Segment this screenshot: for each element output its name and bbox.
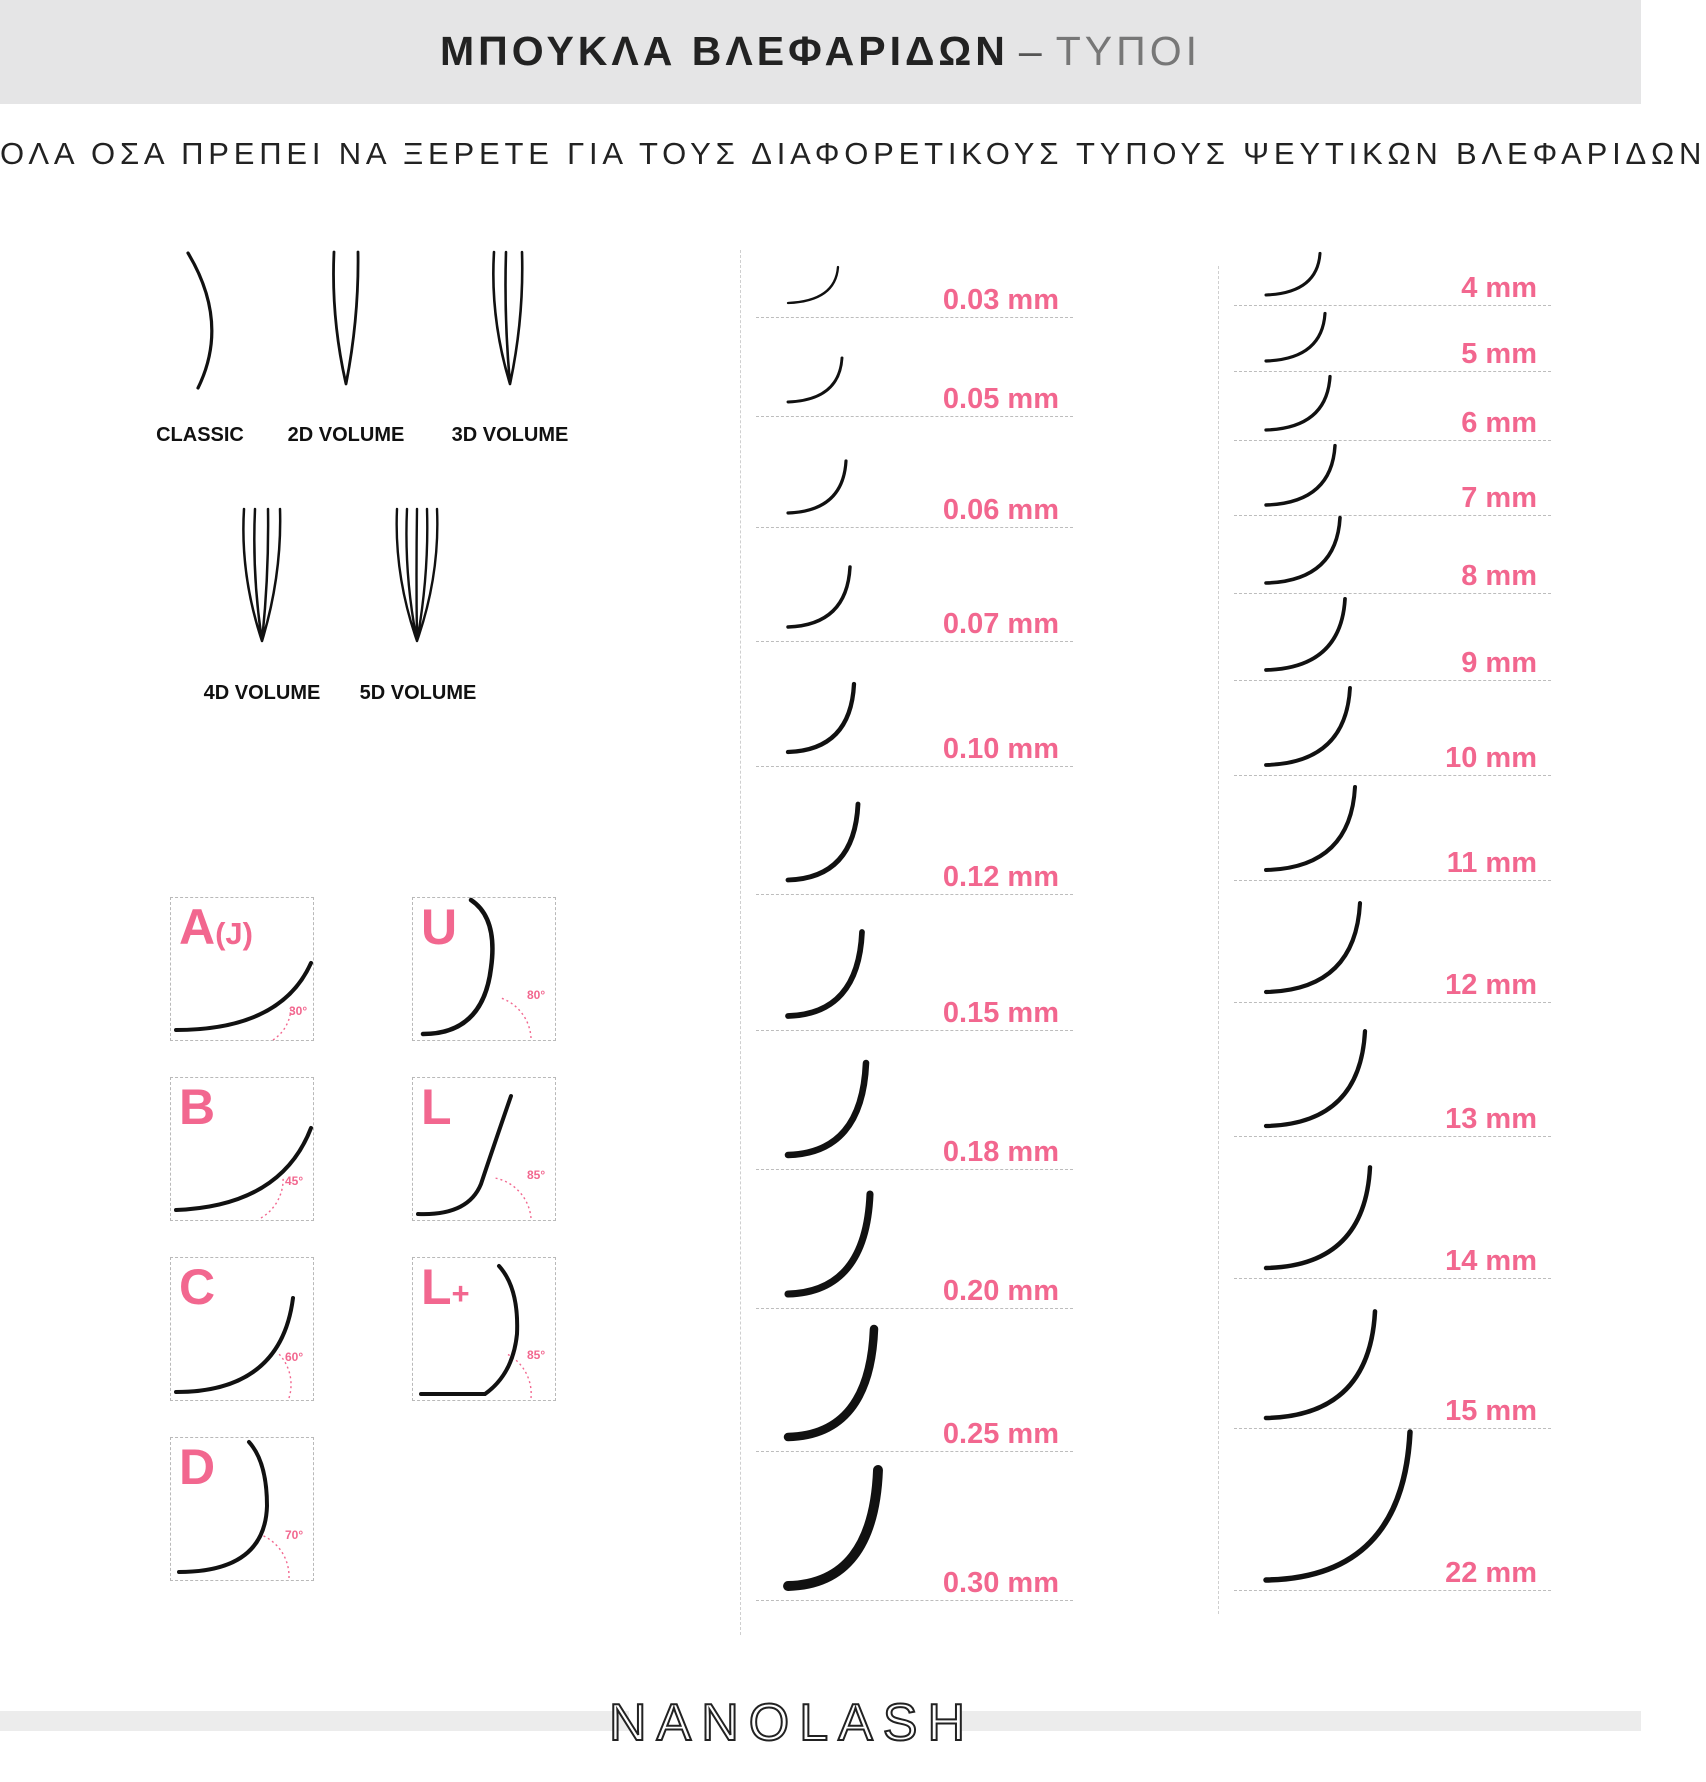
- length-row: [1234, 1032, 1551, 1137]
- lash-type-label-2d: 2D VOLUME: [287, 424, 405, 446]
- length-row: [1234, 908, 1551, 1003]
- thickness-label: 0.30 mm: [942, 1567, 1059, 1599]
- curl-card-a: [170, 897, 314, 1041]
- length-lash-icon: [1266, 599, 1345, 670]
- thickness-row: [756, 925, 1073, 1031]
- thickness-row: [756, 250, 1073, 318]
- thickness-lash-icon: [788, 1063, 866, 1155]
- curl-angle-c: 60°: [285, 1350, 304, 1364]
- page-title: [0, 28, 1641, 75]
- nanolash-logo-text: NANOLASH: [608, 1694, 976, 1752]
- length-lash-icon: [1266, 1432, 1410, 1580]
- length-row: [1234, 258, 1551, 306]
- length-lash-icon: [1266, 1167, 1370, 1268]
- page-subtitle: ΟΛΑ ΟΣΑ ΠΡΕΠΕΙ ΝΑ ΞΕΡΕΤΕ ΓΙΑ ΤΟΥΣ ΔΙΑΦΟΡΕΤΙΚΟΥΣ ΤΥΠΟΥΣ ΨΕΥΤΙΚΩΝ ΒΛΕΦΑΡΙΔΩΝ: [0, 136, 1706, 171]
- thickness-row: [756, 1338, 1073, 1452]
- length-label: 13 mm: [1445, 1103, 1537, 1135]
- header-bar: [0, 0, 1641, 104]
- curl-card-l: [412, 1077, 556, 1221]
- length-row: [1234, 803, 1551, 881]
- curl-card-c: [170, 1257, 314, 1401]
- thickness-lash-icon: [788, 804, 858, 880]
- length-lash-icon: [1266, 787, 1355, 870]
- lash-type-label-classic: CLASSIC: [156, 424, 244, 446]
- curl-letter-c: C: [179, 1259, 216, 1315]
- length-lash-icon: [1266, 446, 1335, 505]
- length-row: [1234, 1170, 1551, 1279]
- length-label: 9 mm: [1461, 647, 1537, 679]
- classic-lash-icon: [170, 248, 240, 393]
- thickness-row: [756, 1199, 1073, 1309]
- length-label: 12 mm: [1445, 969, 1537, 1001]
- thickness-lash-icon: [788, 461, 846, 513]
- curl-card-l-plus: [412, 1257, 556, 1401]
- thickness-lash-icon: [788, 567, 850, 627]
- length-row: [1234, 326, 1551, 372]
- thickness-label: 0.10 mm: [942, 733, 1059, 765]
- thickness-lash-icon: [788, 1329, 874, 1437]
- thickness-row: [756, 1479, 1073, 1601]
- length-label: 7 mm: [1461, 482, 1537, 514]
- length-lash-icon: [1266, 518, 1340, 583]
- column-divider-left: [740, 250, 741, 1635]
- thickness-label: 0.15 mm: [942, 997, 1059, 1029]
- thickness-label: 0.20 mm: [942, 1275, 1059, 1307]
- curl-letter-l: L: [421, 1079, 452, 1135]
- thickness-label: 0.18 mm: [942, 1136, 1059, 1168]
- curl-angle-a: 30°: [289, 1004, 308, 1018]
- length-row: [1234, 1305, 1551, 1429]
- curl-letter-a: A(J): [179, 899, 253, 955]
- thickness-row: [756, 545, 1073, 642]
- title-main: ΜΠΟΥΚΛΑ ΒΛΕΦΑΡΙΔΩΝ: [439, 28, 1009, 74]
- length-lash-icon: [1266, 688, 1350, 765]
- length-row: [1234, 390, 1551, 441]
- thickness-label: 0.07 mm: [942, 608, 1059, 640]
- length-label: 5 mm: [1461, 338, 1537, 370]
- curl-card-d: [170, 1437, 314, 1581]
- thickness-lash-icon: [788, 358, 842, 402]
- lash-type-label-5d: 5D VOLUME: [359, 682, 477, 704]
- 3d-volume-lash-icon: [486, 248, 546, 388]
- length-label: 11 mm: [1446, 847, 1537, 879]
- thickness-label: 0.25 mm: [942, 1418, 1059, 1450]
- thickness-label: 0.06 mm: [942, 494, 1059, 526]
- 4d-volume-lash-icon: [236, 505, 296, 645]
- length-row: [1234, 1447, 1551, 1591]
- length-lash-icon: [1266, 1311, 1375, 1418]
- length-lash-icon: [1266, 313, 1325, 361]
- length-label: 4 mm: [1461, 272, 1537, 304]
- thickness-lash-icon: [788, 932, 862, 1016]
- curl-card-b: [170, 1077, 314, 1221]
- thickness-label: 0.05 mm: [942, 383, 1059, 415]
- thickness-lash-icon: [788, 684, 854, 752]
- length-label: 8 mm: [1461, 560, 1537, 592]
- curl-angle-l: 85°: [527, 1168, 546, 1182]
- curl-angle-d: 70°: [285, 1528, 304, 1542]
- thickness-lash-icon: [788, 1194, 870, 1294]
- length-lash-icon: [1266, 1031, 1365, 1126]
- footer-bar-left: [0, 1711, 629, 1731]
- thickness-label: 0.03 mm: [942, 284, 1059, 316]
- curl-letter-u: U: [421, 899, 458, 955]
- thickness-row: [756, 664, 1073, 767]
- curl-angle-l-plus: 85°: [527, 1348, 546, 1362]
- thickness-lash-icon: [788, 1470, 878, 1586]
- curl-letter-b: B: [179, 1079, 216, 1135]
- length-row: [1234, 614, 1551, 681]
- length-row: [1234, 706, 1551, 776]
- lash-type-label-4d: 4D VOLUME: [203, 682, 321, 704]
- length-lash-icon: [1266, 377, 1330, 430]
- length-label: 14 mm: [1445, 1245, 1537, 1277]
- thickness-lash-icon: [788, 267, 838, 303]
- footer-bar-right: [958, 1711, 1641, 1731]
- column-divider-right: [1218, 266, 1219, 1614]
- curl-card-u: [412, 897, 556, 1041]
- thickness-row: [756, 1063, 1073, 1170]
- 5d-volume-lash-icon: [392, 505, 452, 645]
- 2d-volume-lash-icon: [325, 248, 385, 388]
- length-label: 10 mm: [1445, 742, 1537, 774]
- curl-letter-l-plus: L+: [421, 1259, 470, 1315]
- length-label: 22 mm: [1445, 1557, 1537, 1589]
- length-lash-icon: [1266, 903, 1360, 992]
- title-dash: –: [1018, 28, 1046, 74]
- length-label: 15 mm: [1445, 1395, 1537, 1427]
- thickness-label: 0.12 mm: [942, 861, 1059, 893]
- curl-letter-d: D: [179, 1439, 216, 1495]
- curl-angle-u: 80°: [527, 988, 546, 1002]
- thickness-row: [756, 337, 1073, 417]
- curl-angle-b: 45°: [285, 1174, 304, 1188]
- lash-type-label-3d: 3D VOLUME: [451, 424, 569, 446]
- length-lash-icon: [1266, 253, 1320, 295]
- title-sub: ΤΥΠΟΙ: [1055, 28, 1202, 74]
- length-row: [1234, 458, 1551, 516]
- thickness-row: [756, 791, 1073, 895]
- thickness-row: [756, 438, 1073, 528]
- length-label: 6 mm: [1461, 407, 1537, 439]
- nanolash-logo: [608, 1686, 976, 1752]
- length-row: [1234, 533, 1551, 594]
